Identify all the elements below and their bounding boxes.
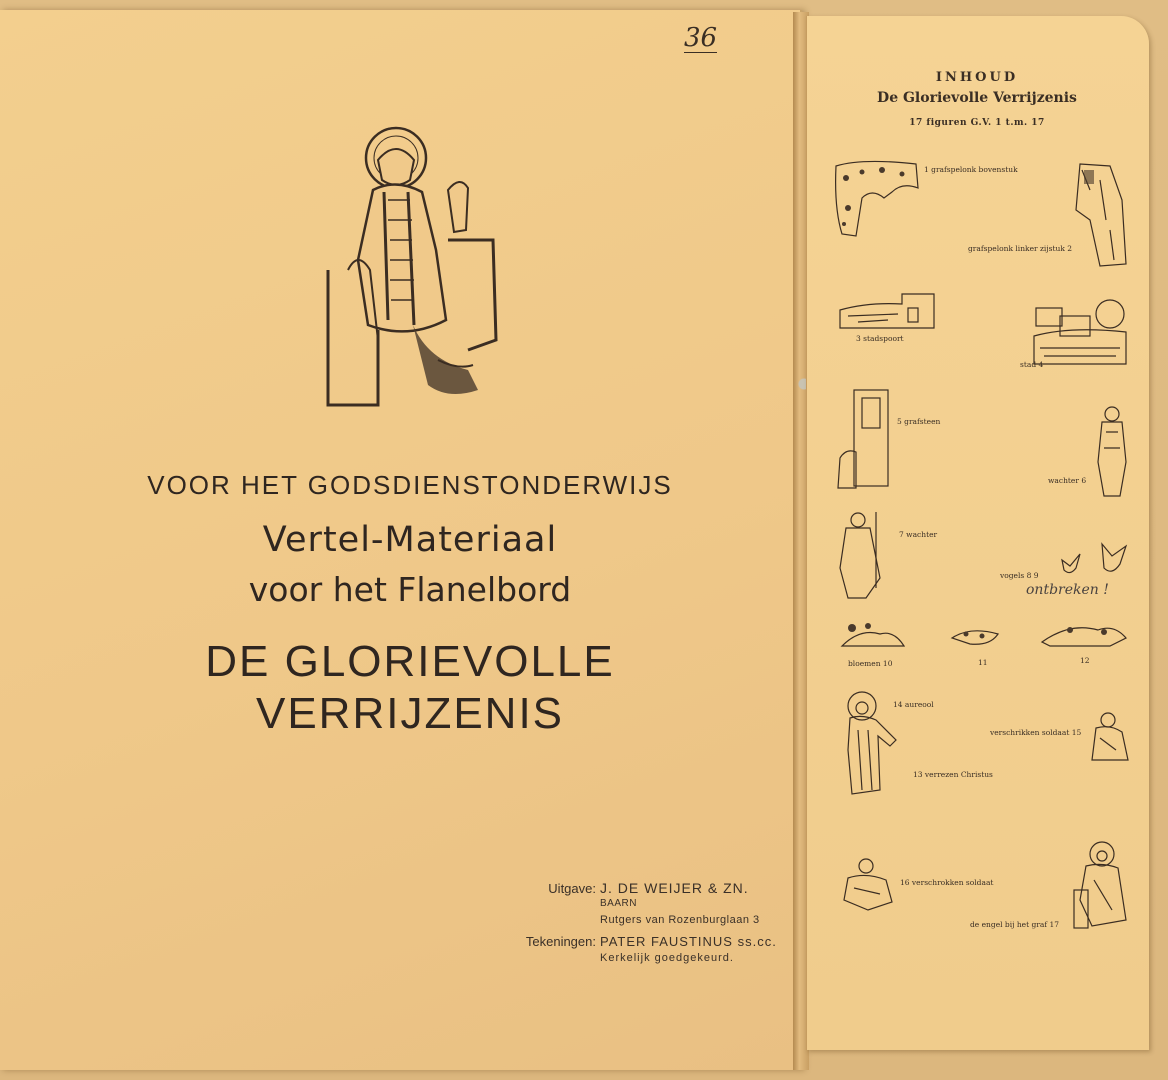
figure-gravestone <box>836 388 896 492</box>
figure-label-17: de engel bij het graf 17 <box>970 920 1060 929</box>
figure-guard-7 <box>836 508 886 600</box>
church-approval: Kerkelijk goedgekeurd. <box>600 952 734 964</box>
figure-bird-8 <box>1060 552 1084 578</box>
publisher-address: Rutgers van Rozenburglaan 3 <box>600 914 760 926</box>
figure-angel-at-grave <box>1072 840 1134 932</box>
index-heading: INHOUD <box>935 70 1019 85</box>
seated-saint-illustration <box>318 120 508 410</box>
cover-subject-line: VOOR HET GODSDIENSTONDERWIJS <box>147 470 673 500</box>
cover-title-line-1: DE GLORIEVOLLE <box>205 637 615 686</box>
figure-label-10: bloemen 10 <box>848 659 893 668</box>
figure-frightened-soldier-15 <box>1086 710 1132 764</box>
publisher-name: J. DE WEIJER & ZN. <box>600 880 749 896</box>
figure-flowers-10 <box>840 618 906 650</box>
figure-label-14: 14 aureool <box>893 700 934 709</box>
figure-frightened-soldier-16 <box>840 856 896 912</box>
figure-label-2: grafspelonk linker zijstuk 2 <box>968 244 1073 253</box>
cover-title-line-2: VERRIJZENIS <box>255 689 565 738</box>
figure-label-13: 13 verrezen Christus <box>913 770 993 779</box>
figure-bird-9 <box>1098 540 1130 580</box>
figure-label-8-9: vogels 8 9 <box>1000 571 1039 580</box>
drawings-row <box>520 934 790 949</box>
figure-label-6: wachter 6 <box>1048 476 1087 485</box>
figure-label-16: 16 verschrokken soldaat <box>900 878 994 887</box>
figure-guard-6 <box>1092 402 1132 498</box>
index-subtitle: 17 figuren G.V. 1 t.m. 17 <box>909 118 1045 128</box>
figure-cave-side <box>1070 160 1130 270</box>
figure-label-4: stad 4 <box>1020 360 1044 369</box>
artist-name: PATER FAUSTINUS ss.cc. <box>600 934 777 949</box>
imprint-block <box>520 880 790 966</box>
figure-label-15: verschrikken soldaat 15 <box>990 728 1082 737</box>
handwritten-number: 36 <box>684 23 718 53</box>
figure-city <box>1030 296 1130 368</box>
figure-flowers-12 <box>1040 618 1128 648</box>
figure-label-7: 7 wachter <box>899 530 938 539</box>
figure-label-5: 5 grafsteen <box>897 417 941 426</box>
figure-label-12: 12 <box>1080 656 1090 665</box>
publisher-label: Uitgave: <box>548 881 596 896</box>
index-title: De Glorievolle Verrijzenis <box>877 90 1077 106</box>
drawings-label: Tekeningen: <box>525 934 596 949</box>
figure-flowers-11 <box>950 624 1000 648</box>
cover-title <box>100 636 720 740</box>
cover-material-line: Vertel-Materiaal <box>262 520 558 560</box>
publisher-row <box>520 880 790 896</box>
figure-city-gate <box>838 290 948 332</box>
figure-label-3: 3 stadspoort <box>856 334 904 343</box>
figure-label-11: 11 <box>978 658 988 667</box>
figure-cave-top <box>832 158 920 240</box>
pen-note-missing: ontbreken ! <box>1026 582 1109 598</box>
publisher-city: BAARN <box>600 898 637 909</box>
figure-label-1: 1 grafspelonk bovenstuk <box>924 165 1018 174</box>
cover-flannelboard-line: voor het Flanelbord <box>248 570 572 609</box>
